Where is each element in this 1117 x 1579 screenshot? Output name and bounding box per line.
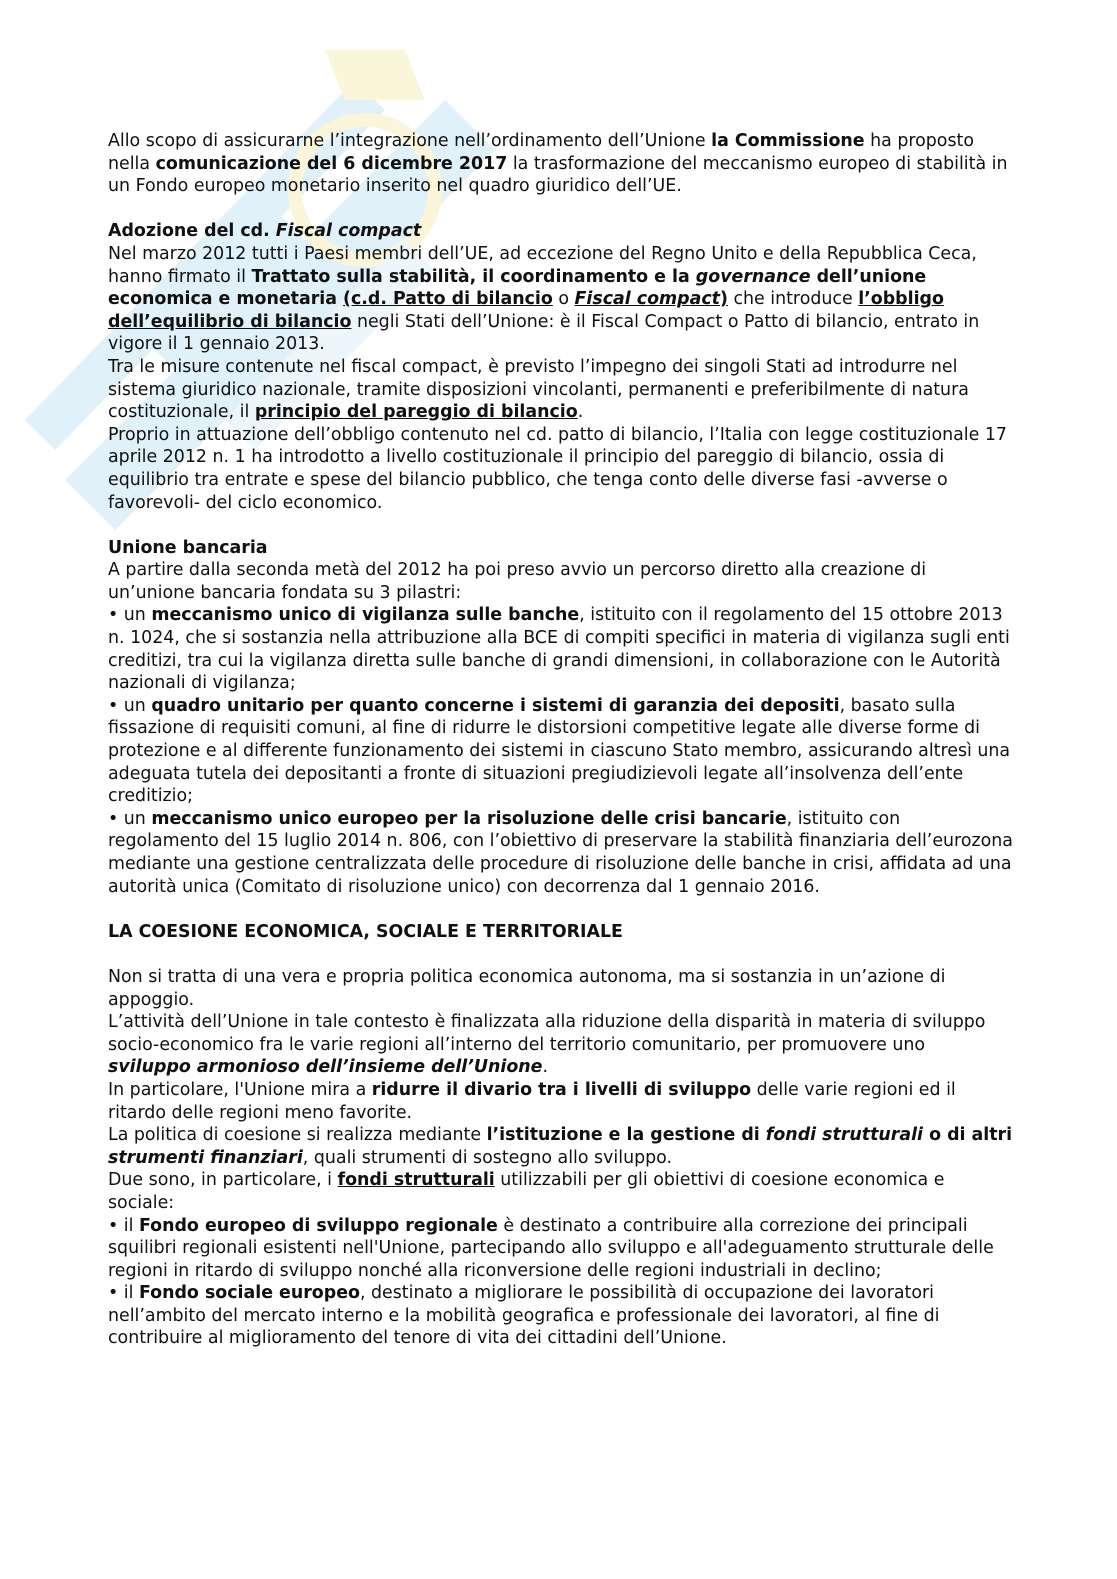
banking-union-heading: Unione bancaria [108, 537, 268, 558]
cohesion-bullet-2: • il Fondo sociale europeo, destinato a migliorare le possibilità di occupazione dei lavoratori nell’ambito del mercato interno e la mobilità geografica e professionale dei lavoratori, al fine di contribuire al miglioramento del tenore di vita dei cittadini dell’Unione. [108, 1283, 940, 1349]
intro-paragraph: Allo scopo di assicurarne l’integrazione nell’ordinamento dell’Unione la Commissione ha proposto nella comunicazione del 6 dicembre 2017 la trasformazione del meccanismo europeo di stabilità in un Fondo europeo monetario inserito nel quadro giuridico dell’UE. [108, 131, 1008, 197]
cohesion-paragraph-3: In particolare, l'Unione mira a ridurre il divario tra i livelli di sviluppo delle varie regioni ed il ritardo delle regioni meno favorite. [108, 1079, 956, 1123]
banking-bullet-3: • un meccanismo unico europeo per la risoluzione delle crisi bancarie, istituito con regolamento del 15 luglio 2014 n. 806, con l’obiettivo di preservare la stabilità finanziaria dell’eurozona mediante una gestione centralizzata delle procedure di risoluzione delle banche in crisi, affidata ad una autorità unica (Comitato di risoluzione unico) con decorrenza dal 1 gennaio 2016. [108, 808, 1013, 897]
banking-bullet-1: • un meccanismo unico di vigilanza sulle banche, istituito con il regolamento del 15 ottobre 2013 n. 1024, che si sostanzia nella attribuzione alla BCE di compiti specifici in materia di vigilanza sugli enti creditizi, tra cui la vigilanza diretta sulle banche di grandi dimensioni, in collaborazione con le Autorità nazionali di vigilanza; [108, 605, 1010, 694]
fiscal-compact-heading: Adozione del cd. Fiscal compact [108, 221, 422, 242]
document-page [108, 130, 1013, 1350]
banking-bullet-2: • un quadro unitario per quanto concerne i sistemi di garanzia dei depositi, basato sulla fissazione di requisiti comuni, al fine di ridurre le distorsioni competitive legate alle diverse forme di protezione e al differente funzionamento dei sistemi in ciascuno Stato membro, assicurando altresì una adeguata tutela dei depositanti a fronte di situazioni pregiudizievoli legate all’insolvenza dell’ente creditizio; [108, 695, 1011, 807]
cohesion-paragraph-2: L’attività dell’Unione in tale contesto è finalizzata alla riduzione della disparità in materia di sviluppo socio-economico fra le varie regioni all’interno del territorio comunitario, per promuovere uno sviluppo armonioso dell’insieme dell’Unione. [108, 1012, 986, 1078]
cohesion-bullet-1: • il Fondo europeo di sviluppo regionale è destinato a contribuire alla correzione dei principali squilibri regionali esistenti nell'Unione, partecipando allo sviluppo e all'adeguamento strutturale delle regioni in ritardo di sviluppo nonché alla riconversione delle regioni industriali in declino; [108, 1215, 994, 1281]
banking-intro: A partire dalla seconda metà del 2012 ha poi preso avvio un percorso diretto alla creazione di un’unione bancaria fondata su 3 pilastri: [108, 560, 927, 603]
cohesion-paragraph-1: Non si tratta di una vera e propria politica economica autonoma, ma si sostanzia in un’azione di appoggio. [108, 966, 946, 1010]
cohesion-paragraph-4: La politica di coesione si realizza mediante l’istituzione e la gestione di fondi strutturali o di altri strumenti finanziari, quali strumenti di sostegno allo sviluppo. [108, 1125, 1013, 1168]
cohesion-heading: LA COESIONE ECONOMICA, SOCIALE E TERRITORIALE [108, 921, 623, 942]
fiscal-paragraph-2: Tra le misure contenute nel fiscal compact, è previsto l’impegno dei singoli Stati ad introdurre nel sistema giuridico nazionale, tramite disposizioni vincolanti, permanenti e preferibilmente di natura costituzionale, il principio del pareggio di bilancio. [108, 356, 969, 423]
fiscal-paragraph-1: Nel marzo 2012 tutti i Paesi membri dell’UE, ad eccezione del Regno Unito e della Repubblica Ceca, hanno firmato il Trattato sulla stabilità, il coordinamento e la governance dell’unione economica e monetaria (c.d. Patto di bilancio o Fiscal compact) che introduce l’obbligo dell’equilibrio di bilancio negli Stati dell’Unione: è il Fiscal Compact o Patto di bilancio, entrato in vigore il 1 gennaio 2013. [108, 243, 980, 355]
top-mark: ····· [556, 4, 561, 8]
fiscal-paragraph-3: Proprio in attuazione dell’obbligo contenuto nel cd. patto di bilancio, l’Italia con legge costituzionale 17 aprile 2012 n. 1 ha introdotto a livello costituzionale il principio del pareggio di bilancio, ossia di equilibrio tra entrate e spese del bilancio pubblico, che tenga conto delle diverse fasi -avverse o favorevoli- del ciclo economico. [108, 424, 1007, 513]
cohesion-paragraph-5: Due sono, in particolare, i fondi strutturali utilizzabili per gli obiettivi di coesione economica e sociale: [108, 1170, 945, 1213]
